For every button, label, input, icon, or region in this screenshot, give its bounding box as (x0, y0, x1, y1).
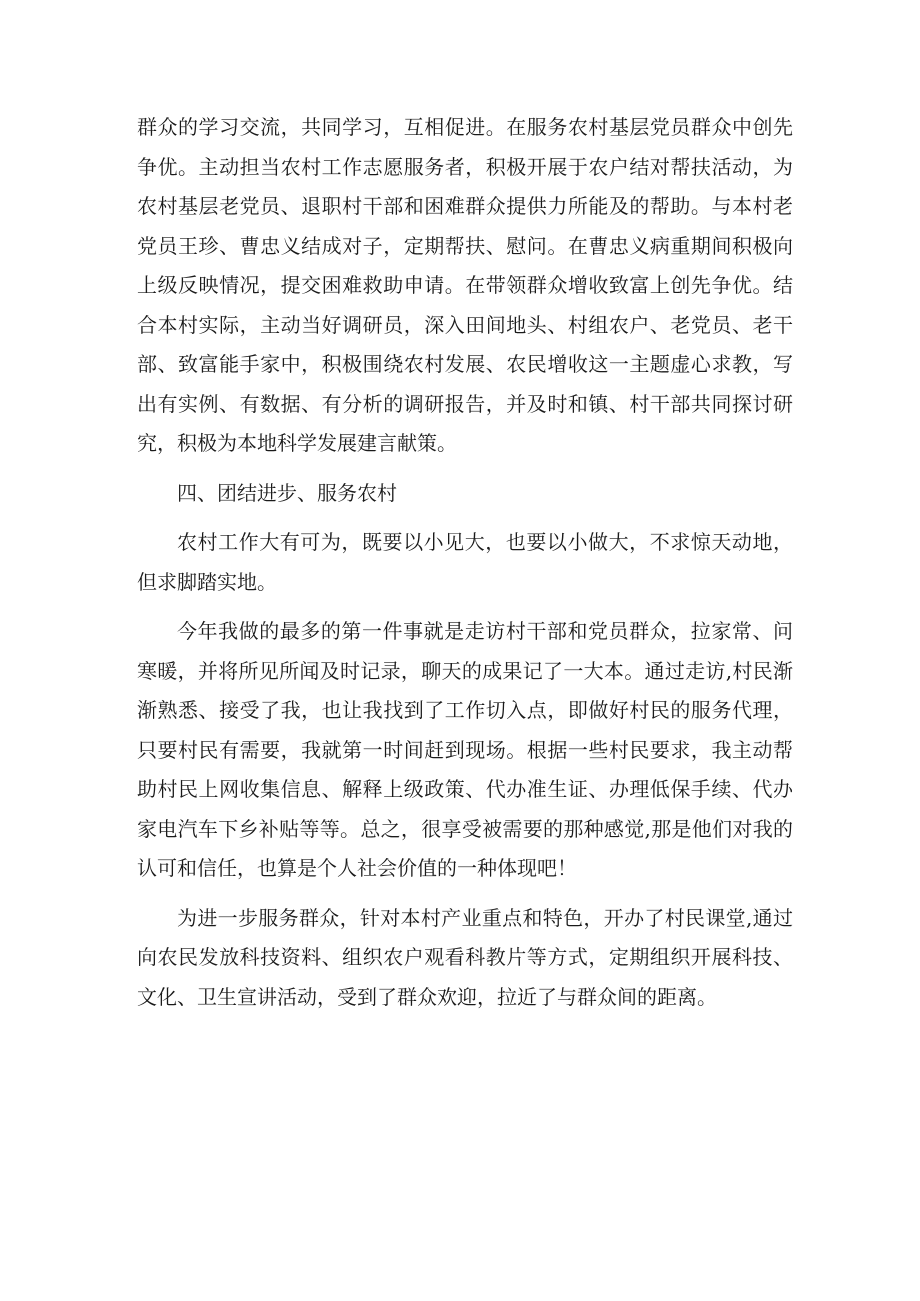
paragraph: 为进一步服务群众，针对本村产业重点和特色，开办了村民课堂,通过向农民发放科技资料、组织农户观看科教片等方式，定期组织开展科技、文化、卫生宣讲活动，受到了群众欢迎，拉近了与群众间的距离。 (137, 905, 793, 1009)
section-heading: 四、团结进步、服务农村 (177, 480, 397, 505)
paragraph: 今年我做的最多的第一件事就是走访村干部和党员群众，拉家常、问寒暖，并将所见所闻及时记录，聊天的成果记了一大本。通过走访,村民渐渐熟悉、接受了我，也让我找到了工作切入点，即做好村民的服务代理，只要村民有需要，我就第一时间赶到现场。根据一些村民要求，我主动帮助村民上网收集信息、解释上级政策、代办准生证、办理低保手续、代办家电汽车下乡补贴等等。总之，很享受被需要的那种感觉,那是他们对我的认可和信任，也算是个人社会价值的一种体现吧！ (137, 619, 793, 880)
paragraph-continuation: 群众的学习交流，共同学习，互相促进。在服务农村基层党员群众中创先争优。主动担当农村工作志愿服务者，积极开展于农户结对帮扶活动，为农村基层老党员、退职村干部和困难群众提供力所能及的帮助。与本村老党员王珍、曹忠义结成对子，定期帮扶、慰问。在曹忠义病重期间积极向上级反映情况，提交困难救助申请。在带领群众增收致富上创先争优。结合本村实际，主动当好调研员，深入田间地头、村组农户、老党员、老干部、致富能手家中，积极围绕农村发展、农民增收这一主题虚心求教，写出有实例、有数据、有分析的调研报告，并及时和镇、村干部共同探讨研究，积极为本地科学发展建言献策。 (137, 115, 793, 455)
document-body (137, 108, 793, 1027)
paragraph: 农村工作大有可为，既要以小见大，也要以小做大，不求惊天动地，但求脚踏实地。 (137, 530, 793, 594)
